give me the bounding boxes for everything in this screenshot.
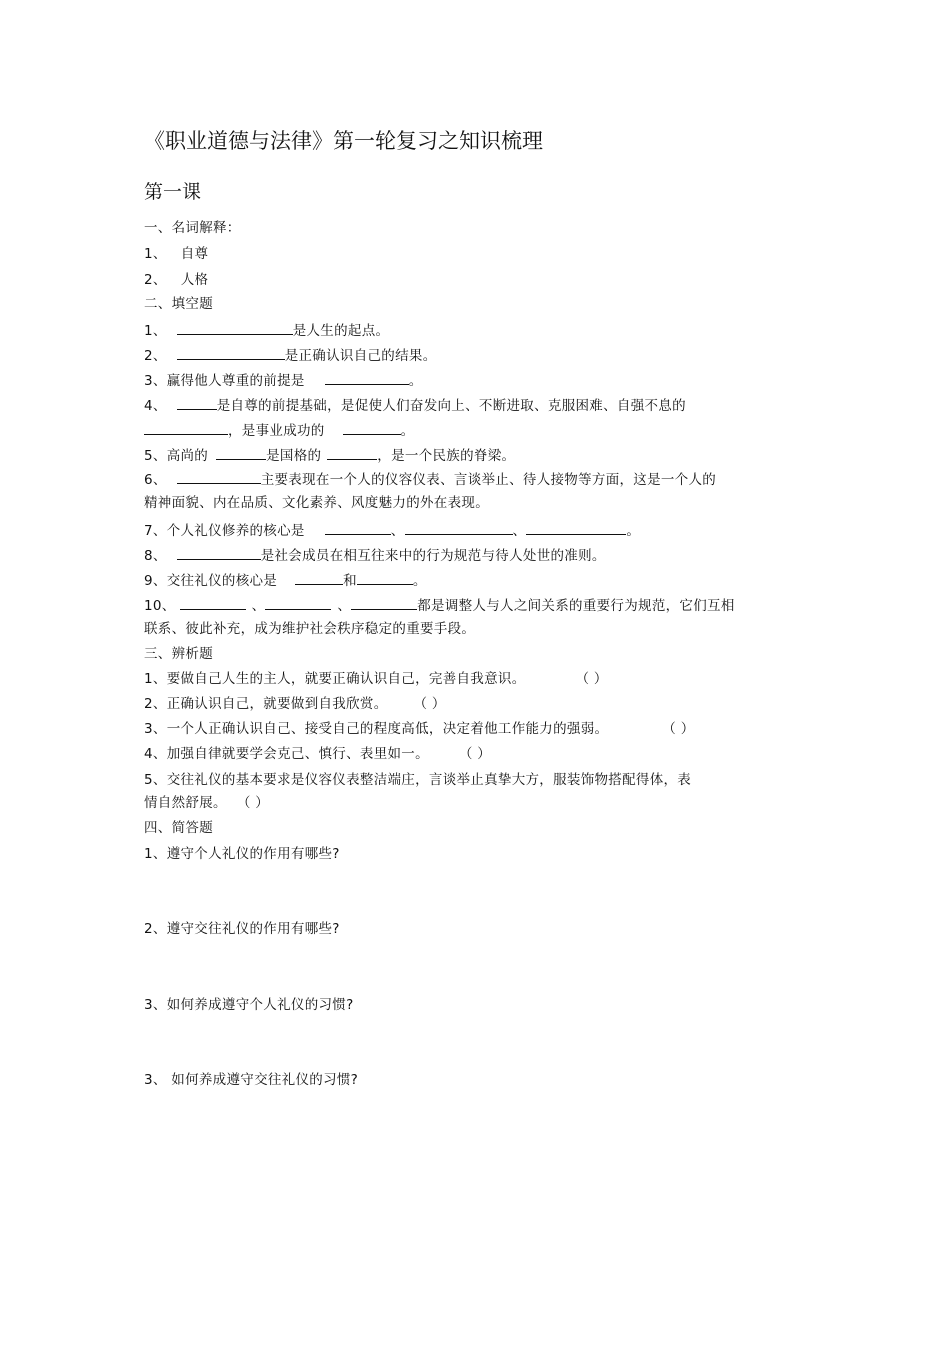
term-item: 1、 自尊: [144, 246, 209, 262]
fill-question-6-cont: 精神面貌、内在品质、文化素养、风度魅力的外在表现。: [144, 495, 489, 511]
answer-blank[interactable]: [177, 470, 261, 484]
answer-parens[interactable]: （ ）: [413, 696, 446, 712]
judge-item: 3、一个人正确认识自己、接受自己的程度高低，决定着他工作能力的强弱。 （ ）: [144, 721, 695, 737]
answer-blank[interactable]: [177, 396, 217, 410]
answer-blank[interactable]: [180, 596, 246, 610]
answer-blank[interactable]: [177, 546, 261, 560]
answer-blank[interactable]: [177, 321, 293, 335]
fill-question-3: 3、赢得他人尊重的前提是 。: [144, 373, 423, 389]
answer-blank[interactable]: [216, 446, 266, 460]
answer-blank[interactable]: [343, 421, 401, 435]
section-heading-terms: 一、名词解释：: [144, 220, 241, 236]
answer-blank[interactable]: [295, 571, 343, 585]
answer-parens[interactable]: （ ）: [236, 795, 270, 811]
fill-question-1: 1、 是人生的起点。: [144, 323, 390, 339]
fill-question-2: 2、 是正确认识自己的结果。: [144, 348, 437, 364]
answer-blank[interactable]: [327, 446, 377, 460]
term-item: 2、 人格: [144, 272, 209, 288]
short-question: 3、 如何养成遵守交往礼仪的习惯?: [144, 1072, 359, 1088]
judge-item: 2、正确认识自己，就要做到自我欣赏。 （ ）: [144, 696, 446, 712]
document-title: 《职业道德与法律》第一轮复习之知识梳理: [144, 129, 543, 153]
short-question: 3、如何养成遵守个人礼仪的习惯?: [144, 997, 354, 1013]
judge-item: 5、交往礼仪的基本要求是仪容仪表整洁端庄，言谈举止真挚大方，服装饰物搭配得体，表: [144, 772, 692, 788]
answer-blank[interactable]: [325, 371, 409, 385]
fill-question-8: 8、 是社会成员在相互往来中的行为规范与待人处世的准则。: [144, 548, 606, 564]
fill-question-6: 6、 主要表现在一个人的仪容仪表、言谈举止、待人接物等方面，这是一个人的: [144, 472, 717, 488]
judge-item-cont: 情自然舒展。 （ ）: [144, 795, 270, 811]
answer-blank[interactable]: [177, 346, 285, 360]
lesson-heading: 第一课: [144, 181, 202, 203]
answer-parens[interactable]: （ ）: [575, 671, 608, 687]
section-heading-short: 四、简答题: [144, 820, 213, 836]
fill-question-10: 10、 、 、 都是调整人与人之间关系的重要行为规范，它们互相: [144, 598, 735, 614]
short-question: 2、遵守交往礼仪的作用有哪些?: [144, 921, 340, 937]
answer-blank[interactable]: [526, 521, 626, 535]
judge-item: 4、加强自律就要学会克己、慎行、表里如一。 （ ）: [144, 746, 492, 762]
answer-blank[interactable]: [144, 421, 228, 435]
section-heading-judge: 三、辨析题: [144, 646, 213, 662]
answer-blank[interactable]: [351, 596, 417, 610]
fill-question-7: 7、个人礼仪修养的核心是 、 、 。: [144, 523, 641, 539]
fill-question-4-cont: ，是事业成功的 。: [144, 421, 414, 440]
section-heading-fill: 二、填空题: [144, 296, 213, 312]
answer-blank[interactable]: [405, 521, 513, 535]
answer-blank[interactable]: [357, 571, 413, 585]
fill-question-4: 4、 是自尊的前提基础，是促使人们奋发向上、不断进取、克服困难、自强不息的: [144, 398, 686, 414]
fill-question-5: 5、高尚的 是国格的 ，是一个民族的脊梁。: [144, 448, 516, 464]
answer-parens[interactable]: （ ）: [458, 746, 492, 762]
judge-item: 1、要做自己人生的主人，就要正确认识自己，完善自我意识。 （ ）: [144, 671, 608, 687]
answer-parens[interactable]: （ ）: [662, 721, 695, 737]
answer-blank[interactable]: [265, 596, 331, 610]
short-question: 1、遵守个人礼仪的作用有哪些?: [144, 846, 340, 862]
fill-question-9: 9、交往礼仪的核心是 和 。: [144, 573, 427, 589]
answer-blank[interactable]: [325, 521, 391, 535]
fill-question-10-cont: 联系、彼此补充，成为维护社会秩序稳定的重要手段。: [144, 621, 476, 637]
